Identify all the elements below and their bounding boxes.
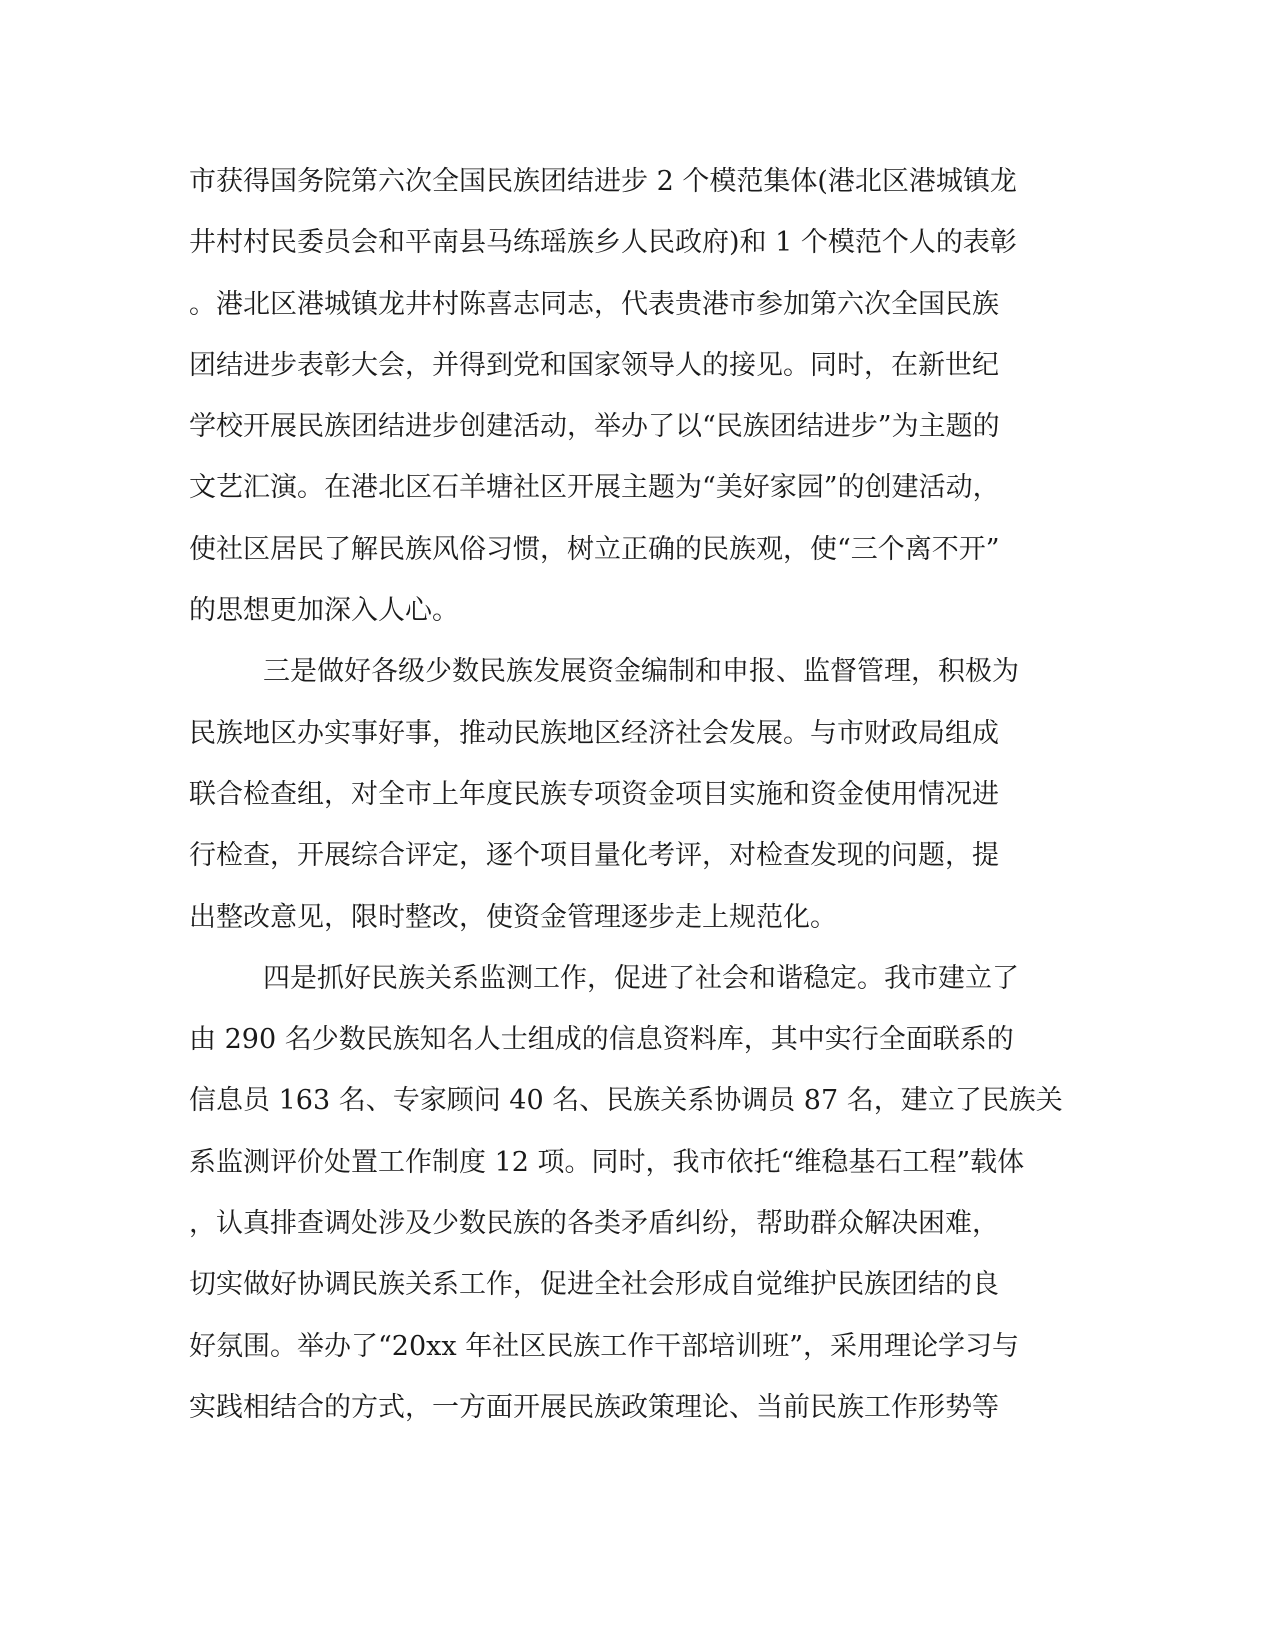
- text-line: 出整改意见，限时整改，使资金管理逐步走上规范化。: [189, 901, 837, 933]
- text-line: 由 290 名少数民族知名人士组成的信息资料库，其中实行全面联系的: [189, 1024, 1014, 1056]
- text-line: 联合检查组，对全市上年度民族专项资金项目实施和资金使用情况进: [189, 778, 999, 810]
- text-line: 切实做好协调民族关系工作，促进全社会形成自觉维护民族团结的良: [189, 1269, 999, 1301]
- text-line: 文艺汇演。在港北区石羊塘社区开展主题为“美好家园”的创建活动，: [189, 472, 1000, 504]
- text-line: 的思想更加深入人心。: [189, 595, 459, 627]
- text-line: 使社区居民了解民族风俗习惯，树立正确的民族观，使“三个离不开”: [189, 533, 1000, 565]
- text-line: 学校开展民族团结进步创建活动，举办了以“民族团结进步”为主题的: [189, 411, 1000, 443]
- text-line: 系监测评价处置工作制度 12 项。同时，我市依托“维稳基石工程”载体: [189, 1146, 1025, 1178]
- text-line: 民族地区办实事好事，推动民族地区经济社会发展。与市财政局组成: [189, 717, 999, 749]
- text-line: 实践相结合的方式，一方面开展民族政策理论、当前民族工作形势等: [189, 1391, 999, 1423]
- text-line: 好氛围。举办了“20xx 年社区民族工作干部培训班”，采用理论学习与: [189, 1330, 1019, 1362]
- text-line: 行检查，开展综合评定，逐个项目量化考评，对检查发现的问题，提: [189, 840, 999, 872]
- text-line: 信息员 163 名、专家顾问 40 名、民族关系协调员 87 名，建立了民族关: [189, 1085, 1063, 1117]
- text-line: ，认真排查调处涉及少数民族的各类矛盾纠纷，帮助群众解决困难，: [189, 1208, 999, 1240]
- paragraph-first-line: 三是做好各级少数民族发展资金编制和申报、监督管理，积极为: [263, 656, 1019, 688]
- text-line: 市获得国务院第六次全国民族团结进步 2 个模范集体(港北区港城镇龙: [189, 166, 1017, 197]
- body-text: [189, 162, 1089, 1449]
- text-line: 团结进步表彰大会，并得到党和国家领导人的接见。同时，在新世纪: [189, 349, 999, 381]
- text-line: 。港北区港城镇龙井村陈喜志同志，代表贵港市参加第六次全国民族: [189, 288, 999, 320]
- text-line: 井村村民委员会和平南县马练瑶族乡人民政府)和 1 个模范个人的表彰: [189, 227, 1017, 259]
- paragraph-first-line: 四是抓好民族关系监测工作，促进了社会和谐稳定。我市建立了: [263, 962, 1019, 994]
